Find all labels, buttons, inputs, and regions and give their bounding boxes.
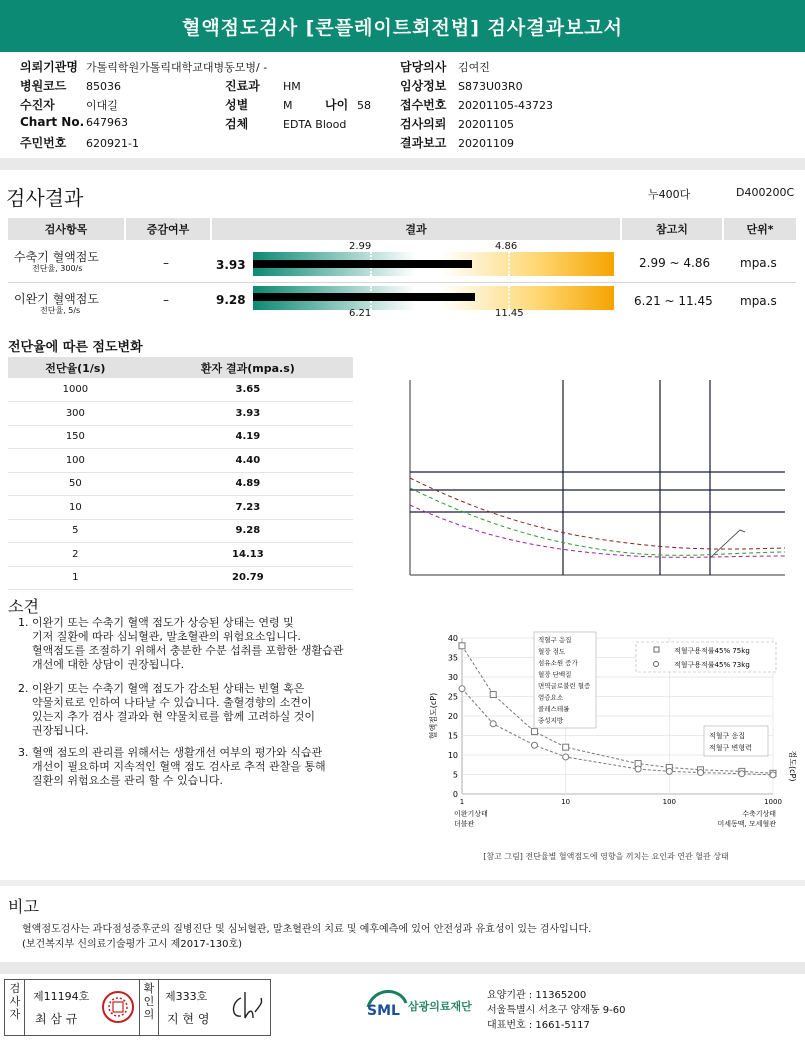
shear-row [8, 566, 353, 590]
shear-curve-chart [385, 370, 793, 590]
row1-ref-low-label: 2.99 [349, 241, 372, 252]
y-right-label: 점도(cP) [788, 750, 797, 782]
row-separator [8, 282, 796, 283]
row1-change: – [163, 256, 169, 270]
shear-value: 7.23 [143, 496, 353, 520]
dept-value: HM [283, 80, 301, 93]
shear-row [8, 496, 353, 520]
clinical-value: S873U03R0 [458, 80, 523, 93]
row2-ref: 6.21 ~ 11.45 [634, 294, 713, 308]
request-label: 검사의뢰 [400, 117, 447, 131]
shear-rate: 10 [8, 496, 143, 520]
lower-factor-label: 적혈구 변형력 [709, 744, 752, 752]
shear-rate: 2 [8, 543, 143, 567]
row2-ref-high-label: 11.45 [495, 308, 524, 319]
shear-rate: 1 [8, 566, 143, 590]
shear-col-value: 환자 결과(mpa.s) [143, 357, 353, 378]
x-tick-label: 1 [459, 798, 465, 806]
x-tick-label: 1000 [764, 798, 782, 806]
opinion-line: 권장됩니다. [32, 724, 89, 737]
rrn-label: 주민번호 [20, 136, 67, 150]
series-73kg-point [563, 754, 569, 760]
remarks-title: 비고 [8, 897, 39, 916]
series-75kg-point [531, 729, 537, 735]
opinion-line: 2. 이완기 또는 수축기 혈액 점도가 감소된 상태는 빈혈 혹은 [18, 682, 305, 695]
row2-ref-low-label: 6.21 [349, 308, 372, 319]
report-title: 혈액점도검사 [콘플레이트회전법] 검사결과보고서 [0, 0, 805, 52]
test-code-2: D400200C [736, 186, 795, 199]
shear-col-rate: 전단율(1/s) [8, 357, 143, 378]
opinion-line: 있는지 추가 검사 결과와 현 약물치료를 함께 고려하실 것이 [32, 710, 315, 723]
shear-title: 전단율에 따른 점도변화 [8, 340, 143, 355]
y-tick-label: 35 [447, 653, 458, 663]
opinion-line: 혈액점도를 조절하기 위해서 충분한 수분 섭취를 포함한 생활습관 [32, 644, 344, 657]
dept-label: 진료과 [225, 79, 260, 93]
y-tick-label: 0 [452, 790, 458, 799]
row1-ref-high-marker [508, 252, 510, 276]
svg-text:SML: SML [367, 1003, 400, 1019]
shear-value: 9.28 [143, 519, 353, 543]
legend-series-1: 적혈구용적률45% 75kg [674, 647, 750, 655]
shear-rate: 5 [8, 519, 143, 543]
patient-value: 이대길 [86, 99, 118, 112]
shear-row [8, 449, 353, 473]
x-left-note: 더블관 [454, 820, 475, 828]
remarks-line1: 혈액점도검사는 과다점성증후군의 질병진단 및 심뇌혈관, 말초혈관의 치료 및 예후예측에 있어 안전성과 유효성이 있는 검사입니다. [22, 924, 592, 935]
results-title: 검사결과 [6, 186, 84, 210]
shear-value: 4.19 [143, 425, 353, 449]
specimen-value: EDTA Blood [283, 118, 347, 131]
legend-square-icon [654, 647, 659, 652]
header-change: 증감여부 [126, 218, 210, 240]
shear-rate: 1000 [8, 378, 143, 402]
y-axis-label: 혈액점도(cP) [429, 692, 438, 740]
y-tick-label: 25 [447, 692, 458, 702]
confirm-label: 확 인 의 [143, 982, 155, 1021]
shear-value: 20.79 [143, 566, 353, 590]
factor-label: 적혈구 응집 [538, 636, 572, 644]
hospital-code-value: 85036 [86, 80, 121, 93]
shear-rate: 50 [8, 472, 143, 496]
row1-sub: 전단율, 300/s [32, 264, 83, 273]
opinion-title: 소견 [8, 597, 39, 616]
shear-row [8, 378, 353, 402]
divider-band [0, 158, 805, 170]
specimen-label: 검체 [225, 117, 249, 131]
shear-row [8, 402, 353, 426]
opinion-line: 약물치료로 인하여 나타날 수 있습니다. 출혈경향의 소견이 [32, 696, 312, 709]
factor-label: 혈장 단백질 [538, 670, 572, 679]
test-code-1: 누400다 [648, 188, 691, 201]
series-73kg-point [666, 768, 672, 774]
row1-ref: 2.99 ~ 4.86 [639, 256, 711, 270]
sex-label: 성별 [225, 98, 249, 112]
legend-series-2: 적혈구용적률45% 73kg [674, 661, 750, 669]
row2-sub: 전단율, 5/s [40, 306, 81, 315]
sex-value: M [283, 99, 293, 112]
age-value: 58 [357, 99, 371, 112]
divider-band [0, 880, 805, 886]
row1-unit: mpa.s [740, 256, 777, 270]
confirm-number: 제333호 [165, 990, 208, 1003]
shear-rate: 150 [8, 425, 143, 449]
row2-name: 이완기 혈액점도 [14, 292, 99, 306]
shear-value: 3.93 [143, 402, 353, 426]
y-tick-label: 15 [447, 731, 458, 741]
y-tick-label: 40 [447, 634, 458, 643]
series-73kg-point [770, 772, 776, 778]
shear-rate: 100 [8, 449, 143, 473]
hospital-code-label: 병원코드 [20, 79, 67, 93]
shear-value: 4.89 [143, 472, 353, 496]
shear-row [8, 425, 353, 449]
institution-value: 가톨릭학원가톨릭대학교대병동모병/ - [86, 61, 268, 74]
signature-box [4, 979, 271, 1036]
patient-label: 수진자 [20, 98, 55, 112]
opinion-line: 질환의 위험요소를 관리 할 수 있습니다. [32, 774, 223, 787]
chart-label: Chart No. [20, 115, 85, 129]
receipt-label: 접수번호 [400, 98, 447, 112]
report-date-label: 결과보고 [400, 136, 447, 150]
reference-figure [428, 626, 798, 870]
shear-row [8, 519, 353, 543]
doctor-value: 김여진 [458, 61, 490, 74]
opinion-line: 개선이 필요하며 지속적인 혈액 점도 검사로 추적 관찰을 통해 [32, 760, 326, 773]
shear-value: 4.40 [143, 449, 353, 473]
series-73kg-point [490, 721, 496, 727]
shear-row [8, 472, 353, 496]
series-75kg-point [490, 692, 496, 698]
series-73kg-point [739, 771, 745, 777]
series-73kg-point [459, 686, 465, 692]
seal-icon [101, 990, 135, 1024]
shear-table [8, 357, 353, 590]
row2-change: – [163, 293, 169, 307]
factor-label: 염증요소 [538, 693, 564, 702]
factor-box [534, 632, 596, 728]
row2-value-bar [253, 293, 475, 301]
shear-row [8, 543, 353, 567]
x-left-note: 이완기상태 [454, 810, 488, 818]
shear-rate: 300 [8, 402, 143, 426]
receipt-value: 20201105-43723 [458, 99, 553, 112]
org-name: 삼광의료재단 [408, 1000, 472, 1013]
x-right-note: 수축기상태 [742, 810, 776, 818]
age-label: 나이 [325, 98, 349, 112]
opinion-line: 개선에 대한 상담이 권장됩니다. [32, 658, 185, 671]
y-tick-label: 10 [447, 751, 458, 760]
header-reference: 참고치 [622, 218, 722, 240]
sml-logo-icon [364, 985, 410, 1021]
figure-caption: [참고 그림] 전단율별 혈액점도에 영향을 끼치는 요인과 연관 혈관 상태 [483, 852, 729, 861]
phone: 대표번호 : 1661-5117 [487, 1020, 590, 1031]
factor-label: 콜레스테롤 [538, 705, 570, 713]
row2-unit: mpa.s [740, 294, 777, 308]
shear-value: 14.13 [143, 543, 353, 567]
row2-ref-high-marker [508, 286, 510, 310]
header-unit: 단위* [724, 218, 796, 240]
x-right-note: 미세동맥, 모세혈관 [717, 820, 776, 828]
shear-value: 3.65 [143, 378, 353, 402]
tester-name: 최 삼 규 [35, 1012, 78, 1026]
series-75kg-point [459, 643, 465, 649]
confirm-name: 지 현 영 [167, 1012, 210, 1026]
y-tick-label: 5 [452, 770, 458, 780]
row2-value: 9.28 [216, 293, 246, 307]
institution-label: 의뢰기관명 [20, 60, 78, 74]
y-tick-label: 20 [447, 712, 458, 721]
header-item: 검사항목 [8, 218, 124, 240]
chart-value: 647963 [86, 116, 128, 129]
opinion-line: 1. 이완기 또는 수축기 혈액 점도가 상승된 상태는 연령 및 [18, 616, 294, 629]
header-result: 결과 [212, 218, 620, 240]
care-number: 요양기관 : 11365200 [487, 990, 587, 1001]
tester-label: 검 사 자 [9, 982, 21, 1021]
doctor-label: 담당의사 [400, 60, 447, 74]
series-73kg-point [635, 766, 641, 772]
row1-ref-high-label: 4.86 [495, 241, 518, 252]
patient-info [20, 54, 790, 150]
y-tick-label: 30 [447, 673, 458, 682]
clinical-label: 임상정보 [400, 79, 447, 93]
signature-icon [227, 988, 267, 1024]
factor-label: 면역글로불린 혈증 [538, 682, 591, 690]
request-value: 20201105 [458, 118, 514, 131]
series-75kg-point [563, 744, 569, 750]
row1-name: 수축기 혈액점도 [14, 250, 99, 264]
row1-value: 3.93 [216, 258, 246, 272]
factor-label: 중성지방 [538, 716, 564, 725]
remarks-line2: (보건복지부 신의료기술평가 고시 제2017-130호) [22, 939, 243, 950]
opinion-line: 기저 질환에 따라 심뇌혈관, 말초혈관의 위험요소입니다. [32, 630, 301, 643]
rrn-value: 620921-1 [86, 137, 139, 150]
tester-number: 제11194호 [33, 990, 90, 1003]
row1-value-bar [253, 260, 472, 268]
x-tick-label: 100 [662, 798, 677, 806]
divider-band [0, 962, 805, 974]
address: 서울특별시 서초구 양재동 9-60 [487, 1005, 626, 1016]
x-tick-label: 10 [561, 798, 571, 806]
factor-label: 혈장 점도 [538, 647, 566, 656]
legend-circle-icon [654, 662, 659, 667]
series-73kg-point [698, 770, 704, 776]
report-date-value: 20201109 [458, 137, 514, 150]
factor-label: 섬유소원 증가 [538, 659, 578, 667]
lower-factor-label: 적혈구 응집 [709, 732, 746, 740]
series-73kg-point [531, 742, 537, 748]
opinion-line: 3. 혈액 점도의 관리를 위해서는 생활개선 여부의 평가와 식습관 [18, 746, 323, 759]
